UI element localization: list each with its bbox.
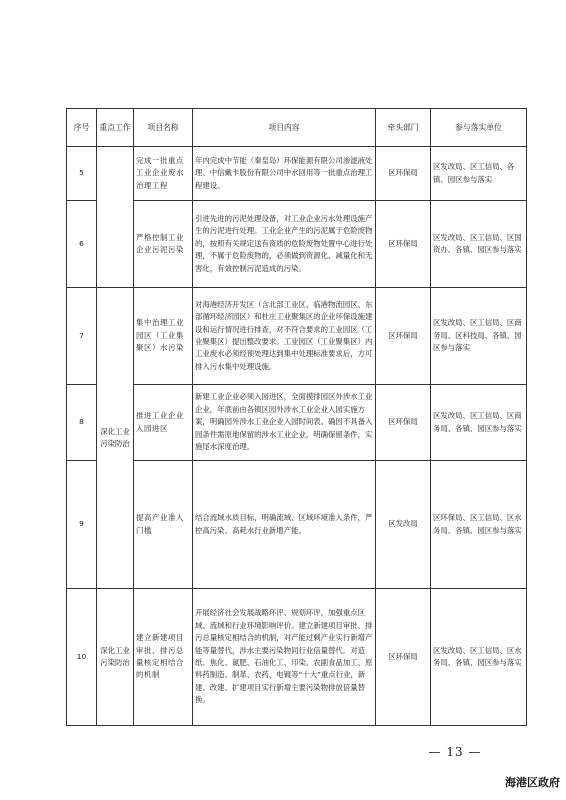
header-lead: 牵头部门 <box>376 109 431 147</box>
row-category: 深化工业污染防治 <box>97 589 134 726</box>
header-no: 序号 <box>67 109 97 147</box>
row-participants: 区环保局、区工信局、区水务局、各镇、园区参与落实 <box>431 461 527 589</box>
page-number: — 13 — <box>428 745 482 759</box>
row-category: 深化工业污染防治 <box>97 288 134 589</box>
row-participants: 区发改局、区工信局、区商务局、区科技局、各镇、园区参与落实 <box>431 288 527 385</box>
row-lead: 区环保局 <box>376 201 431 288</box>
row-name: 推进工业企业入园进区 <box>134 385 193 461</box>
row-content: 对海港经济开发区（含北部工业区、临港物流园区、东部循环经济园区）和杜庄工业聚集区的企业环保设施建设和运行情况进行排查，对不符合要求的工业园区（工业聚集区）提出整改要求。工业园区（工业聚集区）内工业废水必须经预处理达到集中处理标准要求后，方可排入污水集中处理设施。 <box>193 288 376 385</box>
row-participants: 区发改局、区工信局、区商务局、各镇、园区参与落实 <box>431 385 527 461</box>
table-row <box>67 201 527 288</box>
row-lead: 区环保局 <box>376 288 431 385</box>
row-number: 9 <box>67 461 97 589</box>
table-row <box>67 147 527 201</box>
row-participants: 区发改局、区工信局、各镇、园区参与落实 <box>431 147 527 201</box>
header-name: 项目名称 <box>134 109 193 147</box>
row-content: 开展经济社会发展战略环评、规划环评，加强重点区域、流域和行业环境影响评价。建立新建项目审批、排污总量核定相结合的机制，对产能过剩产业实行新增产能等量替代，涉水主要污染物同行业倍量替代。对造纸、焦化、氮肥、石油化工、印染、农副食品加工、原料药制造、制革、农药、电镀等“十大”重点行业，新建、改建、扩建项目实行新增主要污染物排放倍量替换。 <box>193 589 376 726</box>
row-category <box>97 147 134 288</box>
row-name: 建立新建项目审批、排污总量核定相结合的机制 <box>134 589 193 726</box>
header-content: 项目内容 <box>193 109 376 147</box>
row-content: 结合流域水质目标，明确流域、区域环境准入条件，严控高污染、高耗水行业新增产能。 <box>193 461 376 589</box>
row-participants: 区发改局、区工信局、区国资办、各镇、园区参与落实 <box>431 201 527 288</box>
row-lead: 区环保局 <box>376 147 431 201</box>
row-lead: 区发改局 <box>376 461 431 589</box>
row-content: 新建工业企业必须入园进区，全面摸排园区外涉水工业企业，年底前由各镇区园外涉水工业企业入园实施方案，明确园外涉水工业企业入园时间表。确因不具备入园条件需原地保留的涉水工业企业，明确保留条件，实施尾水深度治理。 <box>193 385 376 461</box>
row-name: 严格控制工业企业污泥污染 <box>134 201 193 288</box>
row-number: 6 <box>67 201 97 288</box>
header-participants: 参与落实单位 <box>431 109 527 147</box>
row-number: 10 <box>67 589 97 726</box>
table-row <box>67 288 527 385</box>
row-content: 年内完成中节能（秦皇岛）环保能源有限公司渗滤液处理、中信戴卡股份有限公司中水回用等一批重点治理工程建设。 <box>193 147 376 201</box>
table-row <box>67 461 527 589</box>
row-name: 提高产业准入门槛 <box>134 461 193 589</box>
row-content: 引进先进的污泥处理设备，对工业企业污水处理设施产生的污泥进行处理。工业企业产生的污泥属于危险废物的，按照有关规定送有资质的危险废物处置中心进行处理，不属于危险废物的，必须做到资源化、减量化和无害化，有效控制污泥造成的污染。 <box>193 201 376 288</box>
row-lead: 区环保局 <box>376 385 431 461</box>
row-name: 完成一批重点工业企业废水治理工程 <box>134 147 193 201</box>
project-table <box>66 108 527 726</box>
row-number: 5 <box>67 147 97 201</box>
row-number: 8 <box>67 385 97 461</box>
table-row <box>67 385 527 461</box>
row-participants: 区发改局、区工信局、区水务局、各镇、园区参与落实 <box>431 589 527 726</box>
table-row <box>67 589 527 726</box>
row-name: 集中治理工业园区（工业集聚区）水污染 <box>134 288 193 385</box>
row-number: 7 <box>67 288 97 385</box>
table-header-row <box>67 109 527 147</box>
row-lead: 区环保局 <box>376 589 431 726</box>
header-category: 重点工作 <box>97 109 134 147</box>
watermark-text: 海港区政府 <box>505 776 560 789</box>
